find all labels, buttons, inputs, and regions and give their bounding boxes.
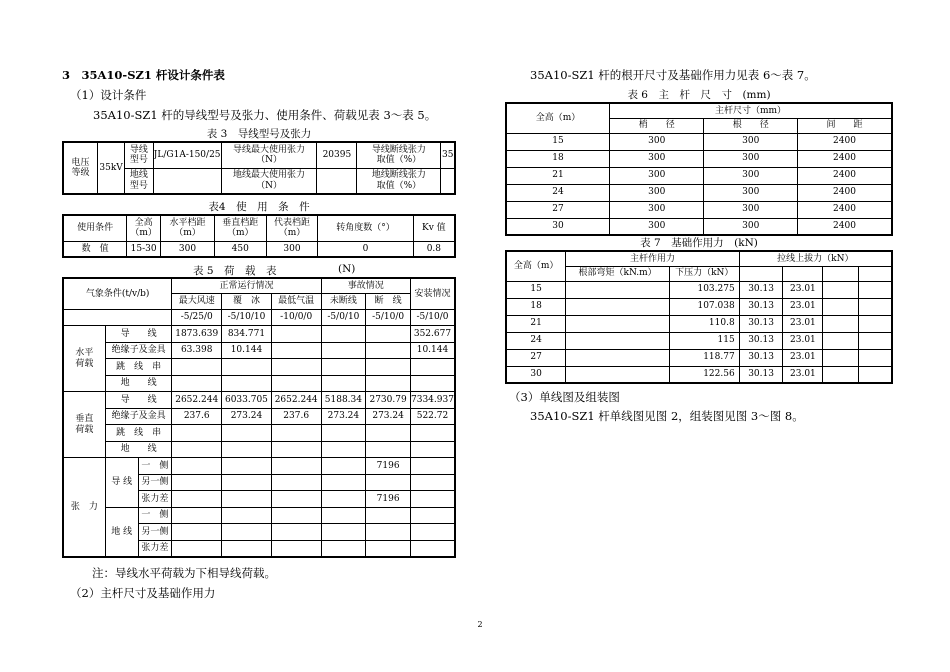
t7-cell <box>858 315 892 332</box>
t7-cell <box>566 332 670 349</box>
t5-cell: 7196 <box>366 491 411 508</box>
t5-install-label: 安装情况 <box>410 278 455 309</box>
t5-cell: 7334.937 <box>410 392 455 409</box>
t5-cell <box>321 441 366 458</box>
t4-header: 转角度数（°） <box>318 215 413 241</box>
t5-cell <box>222 375 272 392</box>
t5-cell <box>366 359 411 376</box>
t5-cell <box>172 425 222 442</box>
t5-cell <box>366 524 411 541</box>
t5-cond-header: 最大风速 <box>172 294 222 310</box>
t5-cell <box>172 458 222 475</box>
t3-ground-break-value <box>441 168 455 194</box>
t5-cell <box>321 507 366 524</box>
section-heading: 3 35A10-SZ1 杆设计条件表 <box>62 68 225 82</box>
t3-conductor-break-value: 35 <box>441 142 455 168</box>
t6-cell: 300 <box>704 133 798 150</box>
t6-height-label: 全高（m） <box>506 103 609 133</box>
t5-cell <box>172 540 222 557</box>
t5-cell <box>222 524 272 541</box>
t4-header: 垂直档距 （m） <box>214 215 266 241</box>
t5-cell <box>366 425 411 442</box>
t5-cell <box>321 491 366 508</box>
t5-cell <box>321 375 366 392</box>
t7-cell: 27 <box>506 349 566 366</box>
t7-cell <box>823 349 859 366</box>
t3-conductor-break-label: 导线断线张力 取值（%） <box>357 142 441 168</box>
t7-cell <box>566 281 670 298</box>
t5-cell: 10.144 <box>410 342 455 359</box>
t3-conductor-type-label: 导线 型号 <box>125 142 154 168</box>
t4-cell: 15-30 <box>127 241 161 257</box>
t6-cell: 2400 <box>797 201 892 218</box>
t6-cell: 300 <box>704 184 798 201</box>
t5-cell <box>172 359 222 376</box>
t5-cell <box>271 342 321 359</box>
t5-cell <box>222 507 272 524</box>
t5-cell <box>271 491 321 508</box>
t3-voltage-value: 35kV <box>98 142 125 194</box>
t3-conductor-max-tension-label: 导线最大使用张力 （N） <box>221 142 317 168</box>
t7-cell: 24 <box>506 332 566 349</box>
t5-tension-item: 一 侧 <box>138 458 172 475</box>
t5-cell <box>366 326 411 343</box>
table7-caption: 表 7 基础作用力 (kN) <box>640 237 758 249</box>
t5-weather-label: 气象条件(t/v/b) <box>63 278 172 309</box>
t5-cond-value: -5/10/0 <box>410 309 455 326</box>
t7-cell <box>858 366 892 383</box>
t5-cell <box>222 474 272 491</box>
t5-cond-value: -5/0/10 <box>321 309 366 326</box>
t7-cell: 30.13 <box>739 315 783 332</box>
t5-cell <box>321 474 366 491</box>
t3-ground-max-tension-label: 地线最大使用张力 （N） <box>221 168 317 194</box>
t5-cell <box>410 375 455 392</box>
right-intro: 35A10-SZ1 杆的根开尺寸及基础作用力见表 6～表 7。 <box>530 68 816 82</box>
t7-cell: 23.01 <box>783 298 823 315</box>
t7-col-header: 根部弯矩（kN.m） <box>566 266 670 281</box>
t7-col-header-empty <box>783 266 823 281</box>
t5-cell <box>271 474 321 491</box>
t5-cell <box>321 540 366 557</box>
t6-cell: 300 <box>704 150 798 167</box>
subsection-1: （1）设计条件 <box>70 88 147 102</box>
t7-cell <box>566 349 670 366</box>
t5-cell <box>222 458 272 475</box>
t5-tension-item: 张力差 <box>138 540 172 557</box>
t7-cell <box>858 298 892 315</box>
t5-tension-conductor-label: 导 线 <box>105 458 138 508</box>
t5-cell <box>172 375 222 392</box>
t3-ground-type-value <box>153 168 221 194</box>
t7-cell: 21 <box>506 315 566 332</box>
t4-header: 全高 （m） <box>127 215 161 241</box>
table5-unit: (N) <box>338 263 356 275</box>
subsection-2: （2）主杆尺寸及基础作用力 <box>70 586 216 600</box>
subsection-3: （3）单线图及组装图 <box>509 390 620 404</box>
t5-item-label: 地 线 <box>105 375 171 392</box>
t5-horizontal-label: 水平 荷载 <box>63 326 105 392</box>
t7-cell <box>566 298 670 315</box>
t5-cell <box>321 359 366 376</box>
t5-cell <box>366 507 411 524</box>
t5-item-label: 跳 线 串 <box>105 425 171 442</box>
t5-item-label: 跳 线 串 <box>105 359 171 376</box>
t5-cond-header: 覆 冰 <box>222 294 272 310</box>
t6-col-header: 间 距 <box>797 118 892 133</box>
t5-cell: 522.72 <box>410 408 455 425</box>
t5-tension-item: 一 侧 <box>138 507 172 524</box>
t7-cell: 30.13 <box>739 349 783 366</box>
t5-accident-label: 事故情况 <box>321 278 410 294</box>
t5-cell: 2730.79 <box>366 392 411 409</box>
t4-header: 水平档距 （m） <box>161 215 215 241</box>
t6-cell: 2400 <box>797 150 892 167</box>
t7-cell: 23.01 <box>783 315 823 332</box>
t5-normal-label: 正常运行情况 <box>172 278 321 294</box>
t5-cell <box>410 441 455 458</box>
t6-col-header: 根 径 <box>704 118 798 133</box>
t5-cell: 237.6 <box>271 408 321 425</box>
t6-cell: 24 <box>506 184 609 201</box>
t5-cell: 2652.244 <box>172 392 222 409</box>
t5-cell <box>366 342 411 359</box>
t6-col-header: 梢 径 <box>609 118 703 133</box>
t7-pull-label: 拉线上拔力（kN） <box>739 251 892 266</box>
t5-cond-header: 最低气温 <box>271 294 321 310</box>
t7-cell: 15 <box>506 281 566 298</box>
table3-caption: 表 3 导线型号及张力 <box>206 128 312 140</box>
t3-conductor-max-tension-value: 20395 <box>317 142 357 168</box>
t7-cell <box>823 315 859 332</box>
t5-cell <box>172 524 222 541</box>
t5-cell <box>222 491 272 508</box>
t5-cell <box>222 425 272 442</box>
t5-tension-item: 张力差 <box>138 491 172 508</box>
t5-cell <box>321 425 366 442</box>
table7 <box>505 250 893 384</box>
t5-item-label: 导 线 <box>105 326 171 343</box>
t5-cell <box>222 540 272 557</box>
t6-cell: 300 <box>609 167 703 184</box>
t5-cell <box>410 359 455 376</box>
t4-cell: 数 值 <box>63 241 127 257</box>
t6-cell: 30 <box>506 218 609 235</box>
t7-col-header: 下压力（kN） <box>669 266 739 281</box>
t4-cell: 0 <box>318 241 413 257</box>
table5 <box>62 277 456 558</box>
t5-item-label: 绝缘子及金具 <box>105 408 171 425</box>
t6-cell: 300 <box>704 201 798 218</box>
t7-cell <box>858 332 892 349</box>
t4-cell: 0.8 <box>413 241 455 257</box>
t6-cell: 2400 <box>797 184 892 201</box>
table6 <box>505 102 893 236</box>
t7-height-label: 全高（m） <box>506 251 566 281</box>
t5-cell: 63.398 <box>172 342 222 359</box>
t5-cell <box>271 375 321 392</box>
t7-cell: 23.01 <box>783 366 823 383</box>
t5-tension-item: 另一侧 <box>138 474 172 491</box>
t3-conductor-type-value: JL/G1A-150/25 <box>153 142 221 168</box>
t7-cell: 103.275 <box>669 281 739 298</box>
t7-cell: 23.01 <box>783 349 823 366</box>
t5-cell: 273.24 <box>366 408 411 425</box>
t7-cell <box>823 366 859 383</box>
t5-cell <box>271 458 321 475</box>
t5-cell <box>321 342 366 359</box>
t5-cell: 7196 <box>366 458 411 475</box>
t5-cell <box>271 441 321 458</box>
t5-cell <box>321 326 366 343</box>
t5-cell: 273.24 <box>222 408 272 425</box>
t6-cell: 300 <box>704 167 798 184</box>
t5-tension-item: 另一侧 <box>138 524 172 541</box>
t7-cell: 115 <box>669 332 739 349</box>
t5-cell <box>410 507 455 524</box>
t6-cell: 18 <box>506 150 609 167</box>
t5-weather-value-spacer <box>63 309 172 326</box>
t5-cond-value: -5/25/0 <box>172 309 222 326</box>
t5-cond-header: 断 线 <box>366 294 411 310</box>
t6-cell: 2400 <box>797 167 892 184</box>
table3 <box>62 141 456 195</box>
t5-cell <box>271 507 321 524</box>
t5-cell <box>366 540 411 557</box>
t5-cell <box>410 474 455 491</box>
t4-cell: 300 <box>266 241 318 257</box>
t6-cell: 300 <box>609 184 703 201</box>
t6-cell: 300 <box>609 218 703 235</box>
t5-cell <box>410 540 455 557</box>
t7-cell: 30.13 <box>739 332 783 349</box>
t7-cell: 30 <box>506 366 566 383</box>
t3-ground-max-tension-value <box>317 168 357 194</box>
t5-tension-ground-label: 地 线 <box>105 507 138 557</box>
t5-cell: 6033.705 <box>222 392 272 409</box>
t7-cell: 30.13 <box>739 366 783 383</box>
t5-cell <box>172 441 222 458</box>
t7-cell: 122.56 <box>669 366 739 383</box>
t4-header: 代表档距 （m） <box>266 215 318 241</box>
t5-cell <box>222 359 272 376</box>
t7-cell: 118.77 <box>669 349 739 366</box>
t6-cell: 300 <box>609 201 703 218</box>
t5-cond-value: -5/10/10 <box>222 309 272 326</box>
t7-cell <box>858 349 892 366</box>
page-number: 2 <box>477 620 483 629</box>
t5-item-label: 导 线 <box>105 392 171 409</box>
table5-caption: 表 5 荷 载 表 <box>193 265 277 277</box>
t6-size-label: 主杆尺寸（mm） <box>609 103 892 118</box>
t7-cell <box>823 298 859 315</box>
t4-cell: 300 <box>161 241 215 257</box>
t5-cell: 1873.639 <box>172 326 222 343</box>
t7-cell <box>823 281 859 298</box>
t5-cond-value: -10/0/0 <box>271 309 321 326</box>
t5-cond-value: -5/10/0 <box>366 309 411 326</box>
t5-cell <box>172 474 222 491</box>
t5-cell <box>410 458 455 475</box>
t5-tension-label: 张 力 <box>63 458 105 557</box>
t4-cell: 450 <box>214 241 266 257</box>
t5-cell: 352.677 <box>410 326 455 343</box>
t7-main-force-label: 主杆作用力 <box>566 251 739 266</box>
t5-cell <box>271 359 321 376</box>
t5-cell <box>172 507 222 524</box>
t5-cond-header: 未断线 <box>321 294 366 310</box>
t7-cell <box>566 366 670 383</box>
t5-cell <box>410 524 455 541</box>
t5-vertical-label: 垂直 荷载 <box>63 392 105 458</box>
t7-cell: 110.8 <box>669 315 739 332</box>
t6-cell: 300 <box>609 133 703 150</box>
t7-cell <box>823 332 859 349</box>
t7-cell: 18 <box>506 298 566 315</box>
t5-cell: 5188.34 <box>321 392 366 409</box>
table5-note: 注：导线水平荷载为下相导线荷载。 <box>92 566 276 580</box>
t5-cell <box>271 425 321 442</box>
t5-item-label: 地 线 <box>105 441 171 458</box>
t6-cell: 2400 <box>797 218 892 235</box>
t6-cell: 300 <box>704 218 798 235</box>
table4 <box>62 214 456 258</box>
t5-cell <box>366 474 411 491</box>
t5-cell <box>366 375 411 392</box>
t7-cell <box>858 281 892 298</box>
t7-col-header-empty <box>858 266 892 281</box>
t5-cell <box>366 441 411 458</box>
t5-cell: 273.24 <box>321 408 366 425</box>
t5-cell <box>271 540 321 557</box>
t5-cell <box>321 524 366 541</box>
t7-cell: 23.01 <box>783 281 823 298</box>
t6-cell: 15 <box>506 133 609 150</box>
t7-cell <box>566 315 670 332</box>
t5-cell <box>410 491 455 508</box>
t7-col-header-empty <box>739 266 783 281</box>
t5-cell <box>271 326 321 343</box>
t5-item-label: 绝缘子及金具 <box>105 342 171 359</box>
left-intro: 35A10-SZ1 杆的导线型号及张力、使用条件、荷载见表 3～表 5。 <box>93 108 437 122</box>
t3-ground-type-label: 地线 型号 <box>125 168 154 194</box>
t7-cell: 23.01 <box>783 332 823 349</box>
t7-cell: 30.13 <box>739 281 783 298</box>
t5-cell <box>172 491 222 508</box>
t4-header: 使用条件 <box>63 215 127 241</box>
right-line3: 35A10-SZ1 杆单线图见图 2，组装图见图 3～图 8。 <box>530 409 804 423</box>
table4-caption: 表4 使 用 条 件 <box>208 201 310 213</box>
t5-cell <box>321 458 366 475</box>
t5-cell: 2652.244 <box>271 392 321 409</box>
t7-cell: 107.038 <box>669 298 739 315</box>
t5-cell: 10.144 <box>222 342 272 359</box>
t6-cell: 27 <box>506 201 609 218</box>
t5-cell <box>222 441 272 458</box>
t6-cell: 300 <box>609 150 703 167</box>
t5-cell: 237.6 <box>172 408 222 425</box>
t6-cell: 2400 <box>797 133 892 150</box>
t3-ground-break-label: 地线断线张力 取值（%） <box>357 168 441 194</box>
t3-voltage-label: 电压 等级 <box>63 142 98 194</box>
t7-cell: 30.13 <box>739 298 783 315</box>
t7-col-header-empty <box>823 266 859 281</box>
t6-cell: 21 <box>506 167 609 184</box>
t4-header: Kv 值 <box>413 215 455 241</box>
table6-caption: 表 6 主 杆 尺 寸 (mm) <box>627 89 771 101</box>
t5-cell <box>410 425 455 442</box>
t5-cell: 834.771 <box>222 326 272 343</box>
t5-cell <box>271 524 321 541</box>
